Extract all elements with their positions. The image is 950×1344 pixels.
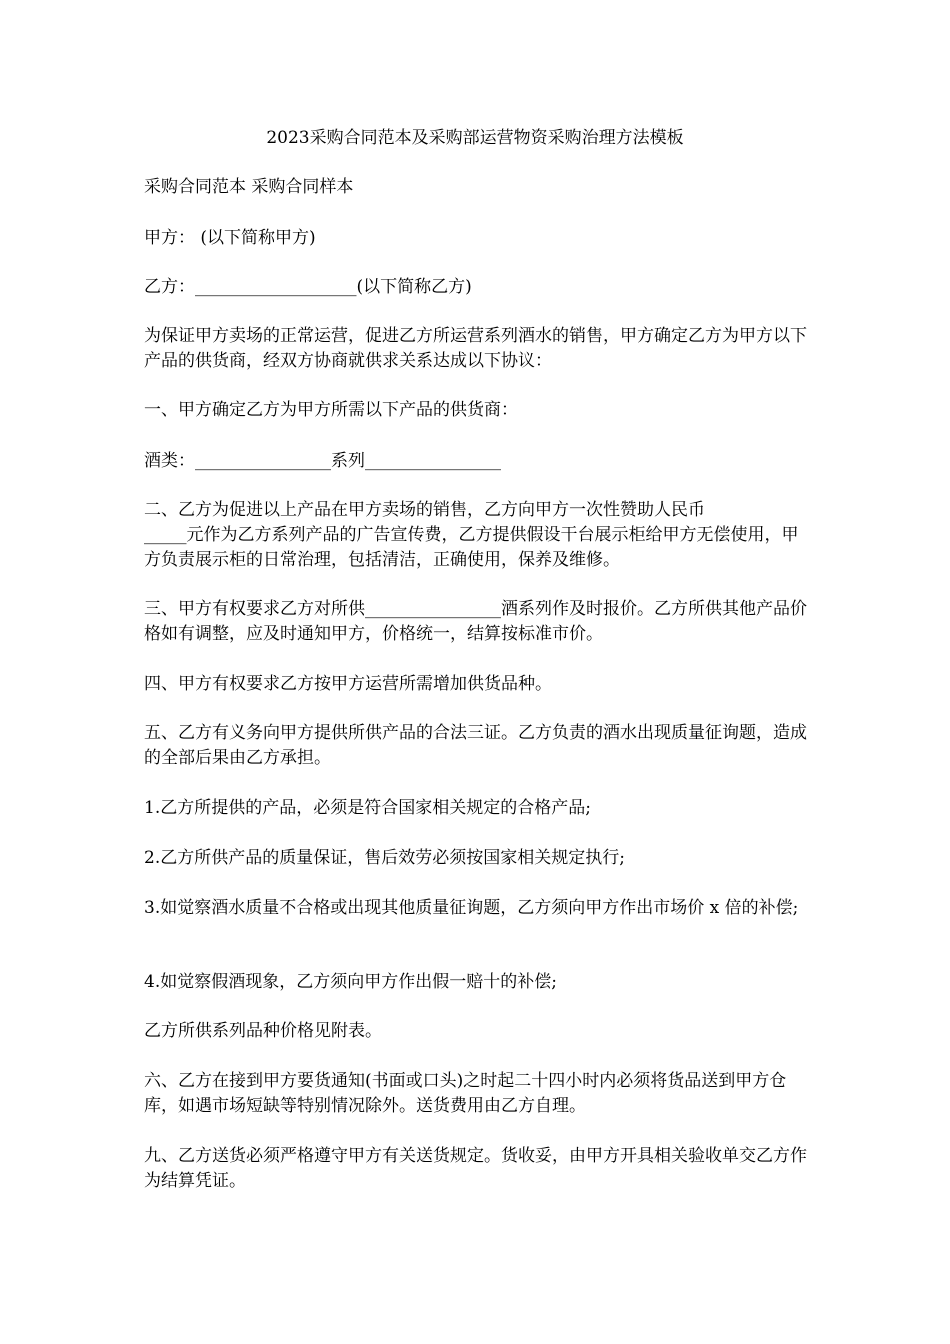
intro-paragraph: 为保证甲方卖场的正常运营，促进乙方所运营系列酒水的销售，甲方确定乙方为甲方以下产品的供货商，经双方协商就供求关系达成以下协议： [144,326,807,371]
item-1: 1.乙方所提供的产品，必须是符合国家相关规定的合格产品; [144,798,591,818]
item-4: 4.如觉察假酒现象，乙方须向甲方作出假一赔十的补偿; [144,972,557,992]
clause-2-first-line: 二、乙方为促进以上产品在甲方卖场的销售，乙方向甲方一次性赞助人民币 [144,500,705,520]
document-title: 2023采购合同范本及采购部运营物资采购治理方法模板 [266,128,684,148]
clause-1: 一、甲方确定乙方为甲方所需以下产品的供货商： [144,400,518,420]
clause-2-rest: _____元作为乙方系列产品的广告宣传费，乙方提供假设干台展示柜给甲方无偿使用，甲方负责展示柜的日常治理，包括清洁，正确使用，保养及维修。 [144,525,799,570]
party-a-line: 甲方： (以下简称甲方) [144,228,316,248]
clause-5: 五、乙方有义务向甲方提供所供产品的合法三证。乙方负责的酒水出现质量征询题，造成的全部后果由乙方承担。 [144,723,807,768]
wine-series-line: 酒类：________________系列________________ [144,451,501,471]
price-note: 乙方所供系列品种价格见附表。 [144,1021,382,1041]
clause-3: 三、甲方有权要求乙方对所供________________酒系列作及时报价。乙方所供其他产品价格如有调整，应及时通知甲方，价格统一，结算按标准市价。 [144,599,807,644]
clause-9: 九、乙方送货必须严格遵守甲方有关送货规定。货收妥，由甲方开具相关验收单交乙方作为结算凭证。 [144,1146,807,1191]
item-2: 2.乙方所供产品的质量保证，售后效劳必须按国家相关规定执行; [144,848,625,868]
party-b-line: 乙方：___________________(以下简称乙方) [144,277,472,297]
clause-6: 六、乙方在接到甲方要货通知(书面或口头)之时起二十四小时内必须将货品送到甲方仓库，如遇市场短缺等特别情况除外。送货费用由乙方自理。 [144,1071,787,1116]
document-subtitle: 采购合同范本 采购合同样本 [144,177,354,197]
item-3: 3.如觉察酒水质量不合格或出现其他质量征询题，乙方须向甲方作出市场价 x 倍的补偿; [144,898,799,918]
clause-2 [144,498,810,573]
clause-4: 四、甲方有权要求乙方按甲方运营所需增加供货品种。 [144,674,552,694]
